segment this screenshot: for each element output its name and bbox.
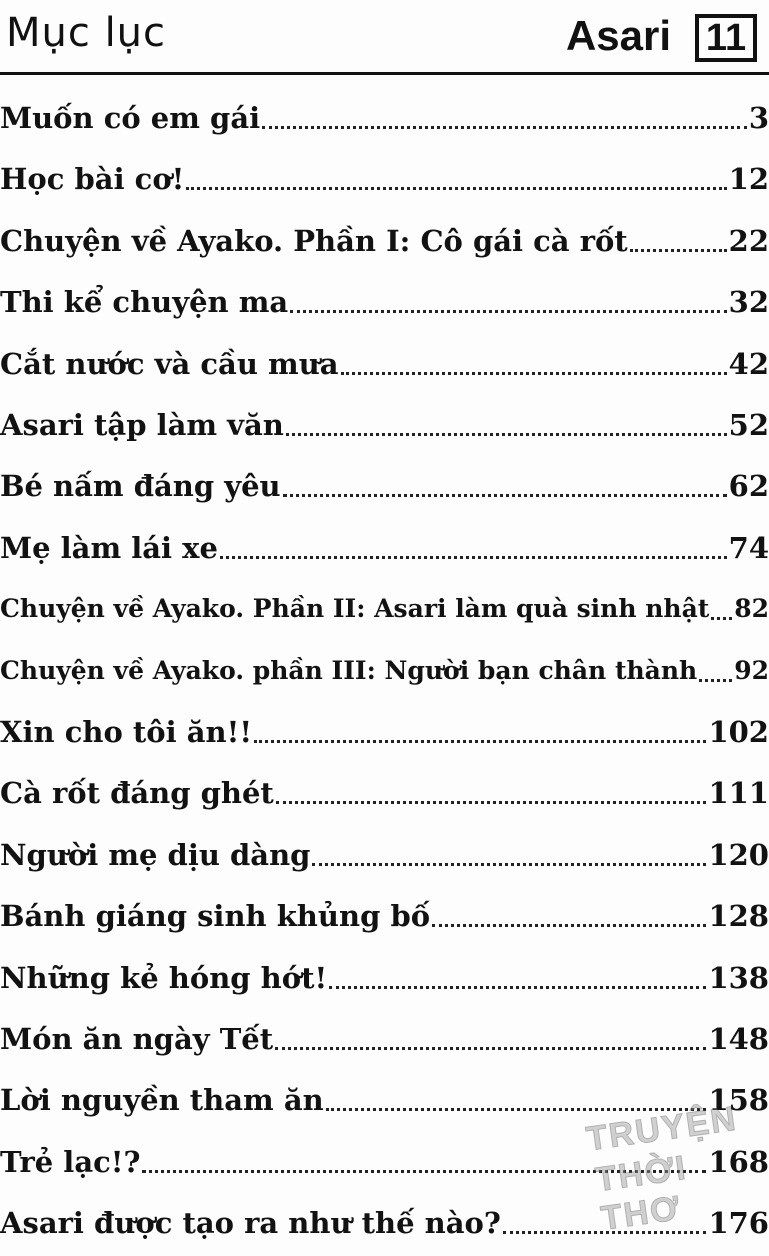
dot-leader	[329, 986, 706, 989]
toc-entry[interactable]	[0, 694, 769, 752]
toc-entry-page-number: 12	[728, 162, 769, 197]
toc-entry-title: Chuyện về Ayako. Phần I: Cô gái cà rốt	[0, 223, 628, 258]
dot-leader	[326, 1108, 707, 1111]
page-header	[0, 0, 769, 76]
toc-entry[interactable]	[0, 141, 769, 199]
toc-entry[interactable]	[0, 571, 769, 629]
toc-entry-page-number: 82	[734, 594, 769, 624]
page-title: Mục lục	[6, 10, 167, 56]
toc-entry-page-number: 158	[708, 1083, 769, 1118]
toc-entry[interactable]	[0, 448, 769, 506]
watermark-line-2: THỜI THƠ	[593, 1148, 690, 1238]
toc-entry[interactable]	[0, 940, 769, 998]
toc-entry-title: Học bài cơ!	[0, 162, 185, 197]
dot-leader	[275, 1047, 706, 1050]
toc-entry[interactable]	[0, 755, 769, 813]
toc-entry-page-number: 148	[708, 1022, 769, 1056]
dot-leader	[262, 126, 747, 129]
toc-entry-title: Cắt nước và cầu mưa	[0, 346, 339, 381]
dot-leader	[341, 372, 727, 375]
table-of-contents	[0, 80, 769, 1256]
toc-entry-title: Những kẻ hóng hớt!	[0, 960, 328, 995]
toc-entry[interactable]	[0, 203, 769, 261]
toc-entry[interactable]	[0, 80, 769, 138]
volume-number-badge: 11	[695, 14, 757, 62]
toc-entry[interactable]	[0, 633, 769, 691]
toc-entry-title: Xin cho tôi ăn!!	[0, 715, 253, 749]
toc-entry[interactable]	[0, 1001, 769, 1059]
watermark-line-1: TRUYỆN	[584, 1099, 740, 1159]
toc-entry-title: Asari tập làm văn	[0, 408, 284, 442]
toc-entry[interactable]	[0, 326, 769, 384]
toc-entry-page-number: 3	[748, 101, 769, 135]
toc-entry-title: Thi kể chuyện ma	[0, 285, 289, 320]
dot-leader	[312, 863, 706, 866]
toc-entry-page-number: 62	[728, 469, 769, 504]
toc-entry-page-number: 22	[728, 223, 769, 258]
toc-entry[interactable]	[0, 510, 769, 568]
toc-entry-title: Trẻ lạc!?	[0, 1144, 141, 1179]
dot-leader	[290, 310, 726, 313]
dot-leader	[699, 679, 732, 682]
dot-leader	[220, 556, 727, 559]
dot-leader	[432, 924, 706, 927]
dot-leader	[276, 801, 707, 804]
dot-leader	[186, 187, 726, 190]
toc-entry-title: Bé nấm đáng yêu	[0, 469, 281, 504]
dot-leader	[503, 1231, 707, 1234]
dot-leader	[630, 249, 727, 252]
toc-entry-title: Món ăn ngày Tết	[0, 1022, 274, 1056]
toc-entry-title: Mẹ làm lái xe	[0, 530, 218, 565]
toc-entry-page-number: 102	[708, 715, 769, 749]
toc-entry[interactable]	[0, 387, 769, 445]
toc-entry[interactable]	[0, 1124, 769, 1182]
toc-entry-page-number: 176	[708, 1206, 769, 1241]
toc-entry-title: Chuyện về Ayako. phần III: Người bạn chân thành	[0, 655, 698, 685]
toc-entry-page-number: 52	[728, 408, 769, 442]
dot-leader	[254, 740, 706, 743]
toc-entry-page-number: 74	[728, 530, 769, 565]
toc-entry-page-number: 32	[728, 285, 769, 320]
dot-leader	[286, 433, 727, 436]
toc-entry-page-number: 128	[708, 899, 769, 934]
toc-entry[interactable]	[0, 1185, 769, 1243]
toc-entry-title: Lời nguyền tham ăn	[0, 1083, 324, 1118]
toc-entry-title: Chuyện về Ayako. Phần II: Asari làm quà sinh nhật	[0, 594, 710, 624]
toc-entry-page-number: 138	[708, 960, 769, 995]
toc-entry-title: Asari được tạo ra như thế nào?	[0, 1206, 501, 1241]
dot-leader	[283, 494, 727, 497]
toc-entry-page-number: 92	[734, 655, 769, 685]
toc-entry-page-number: 168	[708, 1144, 769, 1179]
dot-leader	[142, 1170, 706, 1173]
toc-entry[interactable]	[0, 1062, 769, 1120]
toc-entry-page-number: 42	[728, 346, 769, 381]
toc-entry-title: Bánh giáng sinh khủng bố	[0, 899, 431, 934]
toc-entry-page-number: 111	[708, 776, 769, 811]
toc-entry[interactable]	[0, 264, 769, 322]
toc-entry-title: Cà rốt đáng ghét	[0, 776, 274, 811]
toc-entry-page-number: 120	[708, 837, 769, 872]
toc-entry[interactable]	[0, 878, 769, 936]
toc-entry-title: Người mẹ dịu dàng	[0, 837, 311, 872]
header-divider	[0, 72, 769, 75]
toc-entry[interactable]	[0, 817, 769, 875]
toc-entry-title: Muốn có em gái	[0, 101, 261, 135]
series-title: Asari	[565, 12, 671, 59]
dot-leader	[711, 617, 732, 620]
